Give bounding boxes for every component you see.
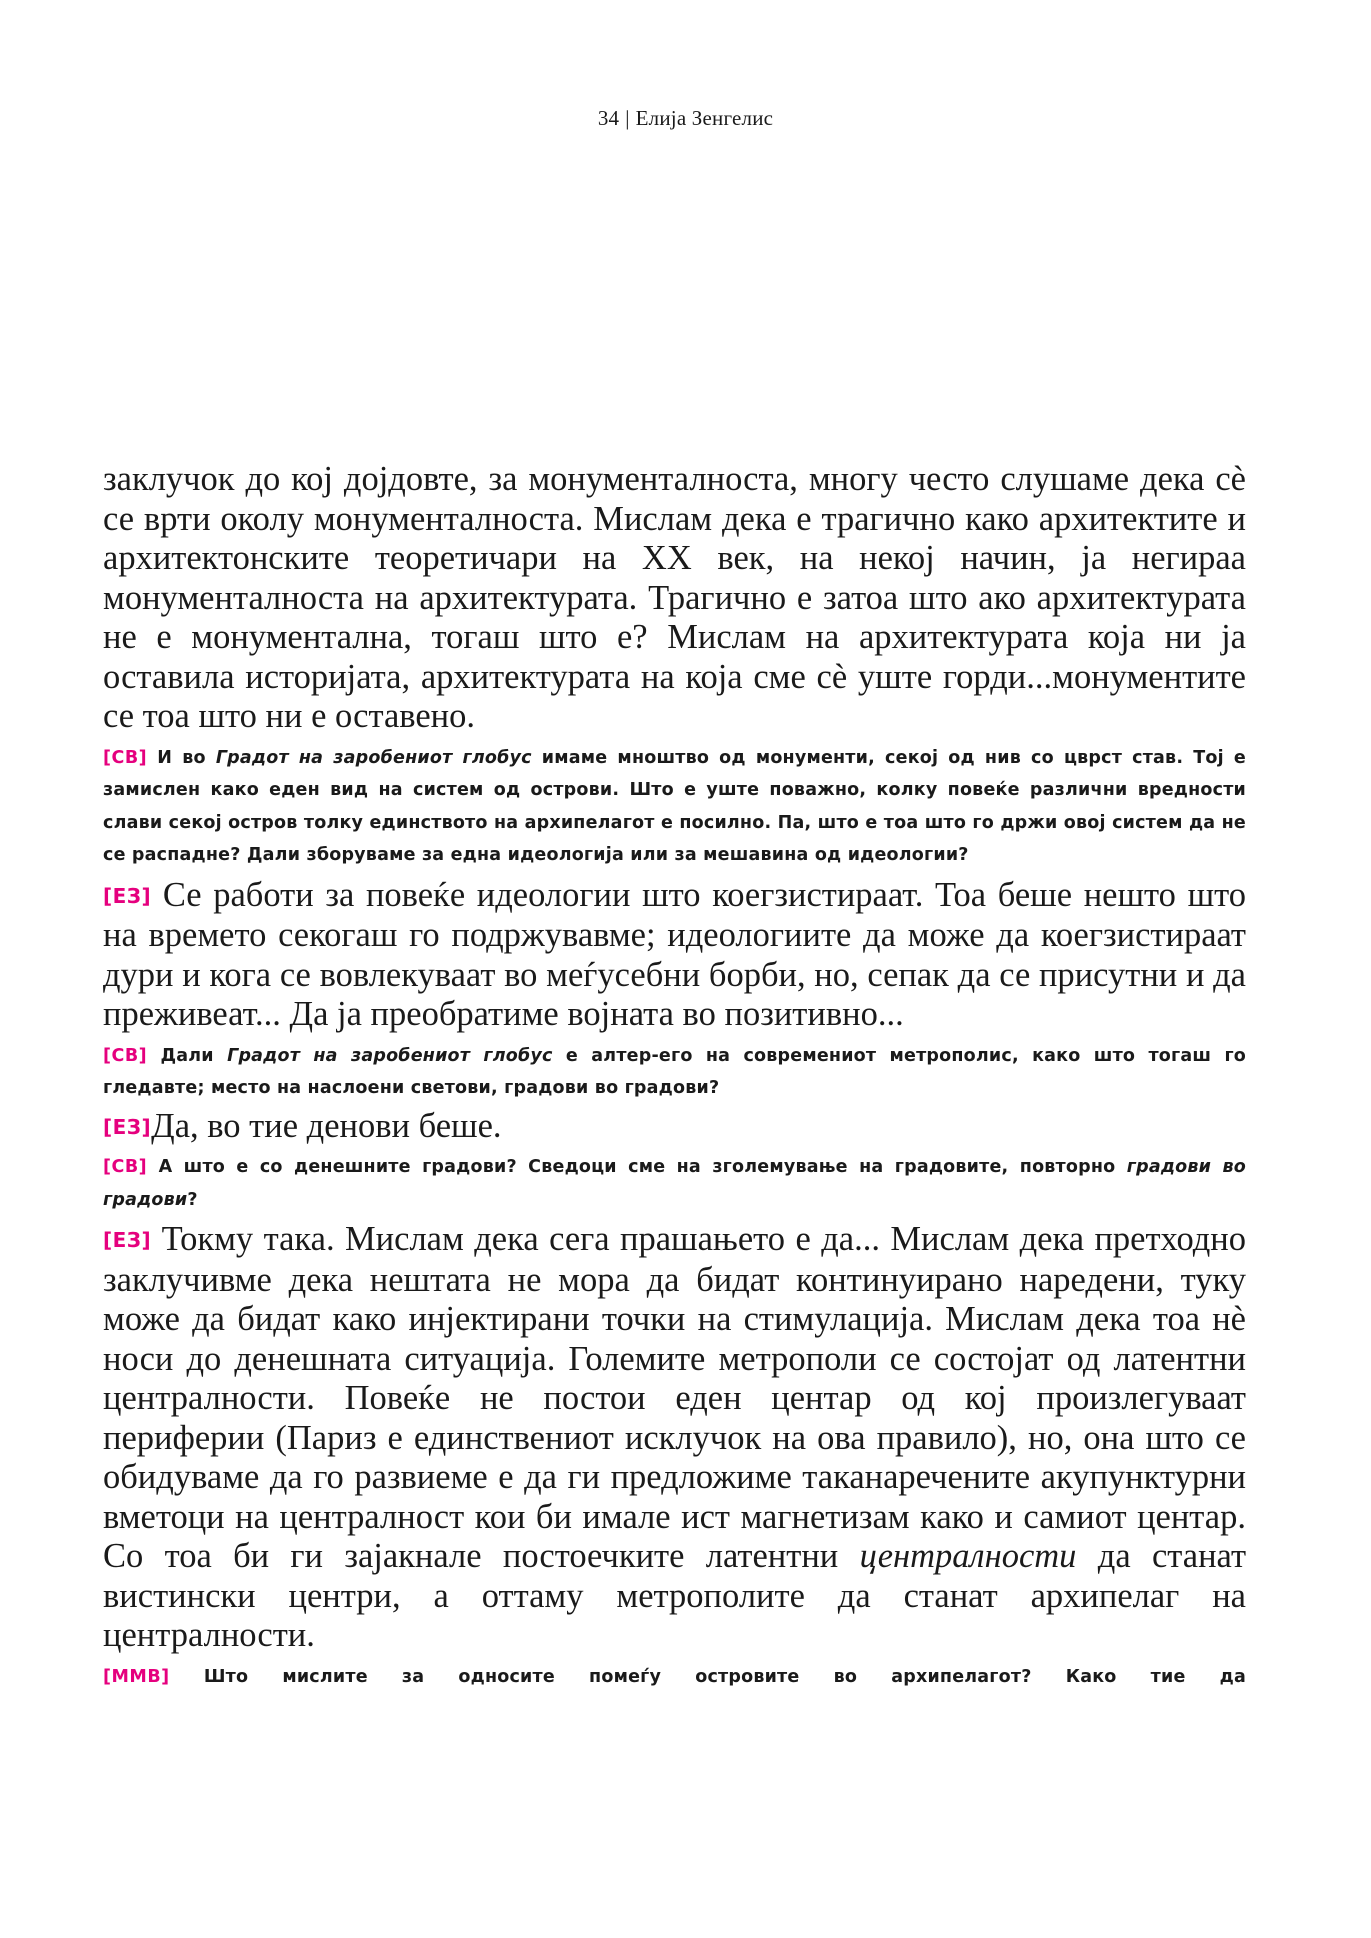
answer-paragraph — [103, 1220, 1246, 1656]
question-paragraph — [103, 1661, 1246, 1694]
answer-text: да станат вистински центри, а оттаму метрополите да станат архипелаг на централности. — [103, 1537, 1247, 1654]
answer-paragraph — [103, 876, 1246, 1035]
speaker-tag-ez: [ЕЗ] — [103, 883, 152, 908]
question-paragraph — [103, 742, 1246, 872]
question-text: е алтер-его на современиот метрополис, како што тогаш го гледавте; место на наслоени светови, градови во градови? — [103, 1045, 1247, 1098]
answer-text: Токму така. Мислам дека сега прашањето е да... Мислам дека претходно заклучивме дека нештата не мора да бидат континуирано наредени, туку може да бидат како инјектирани точки на стимулација. Мислам дека тоа нè носи до денешната ситуација. Големите метрополи се состојат од латентни централности. Повеќе не постои еден центар од кој произлегуваат периферии (Париз е единствениот исклучок на ова правило), но, она што се обидуваме да го развиеме е да ги предложиме таканаречените акупунктурни вметоци на централност кои би имале ист магнетизам како и самиот центар. Со тоа би ги зајакнале постоечките латентни — [103, 1220, 1247, 1575]
emphasis-text: централности — [859, 1537, 1077, 1575]
question-text: Дали — [160, 1045, 214, 1066]
answer-text: заклучок до кој дојдовте, за монументалноста, многу често слушаме дека сè се врти околу монументалноста. Мислам дека е трагично како архитектите и архитектонските теоретичари на XX век, на некој начин, ја негираа монументалноста на архитектурата. Трагично е затоа што ако архитектурата не е монументална, тогаш што е? Мислам на архитектурата која ни ја оставила историјата, архитектурата на која сме сè уште горди...монументите се тоа што ни е оставено. — [103, 460, 1246, 735]
running-header — [0, 106, 1371, 131]
answer-paragraph — [103, 1107, 1246, 1148]
answer-paragraph — [103, 460, 1246, 737]
question-text: ? — [187, 1189, 198, 1210]
speaker-tag-mmv: [ММВ] — [103, 1666, 170, 1687]
speaker-tag-sv: [СВ] — [103, 1157, 148, 1177]
speaker-tag-sv: [СВ] — [103, 1045, 148, 1066]
answer-text: Се работи за повеќе идеологии што коегзистираат. Тоа беше нешто што на времето секогаш го подржувавме; идеологиите да може да коегзистираат дури и кога се вовлекуваат во меѓусебни борби, но, сепак да се присутни и да преживеат... Да ја преобратиме војната во позитивно... — [103, 875, 1247, 1033]
question-text: А што е со денешните градови? Сведоци сме на зголемување на градовите, повторно — [158, 1157, 1116, 1177]
body-text — [103, 460, 1246, 1693]
author-name: Елија Зенгелис — [635, 106, 774, 130]
book-title: Градот на заробениот глобус — [227, 1045, 553, 1066]
speaker-tag-ez: [ЕЗ] — [103, 1114, 152, 1139]
speaker-tag-sv: [СВ] — [103, 747, 148, 768]
speaker-tag-ez: [ЕЗ] — [103, 1228, 152, 1252]
page-number: 34 — [597, 106, 620, 130]
answer-text: Да, во тие денови беше. — [151, 1106, 502, 1145]
question-text: Што мислите за односите помеѓу островите во архипелагот? Како тие да — [203, 1666, 1246, 1687]
emphasis-text: градови во градови — [103, 1157, 1246, 1210]
question-text: И во — [157, 747, 206, 768]
book-title: Градот на заробениот глобус — [215, 747, 532, 768]
question-text: имаме мноштво од монументи, секој од нив со цврст став. Тој е замислен како еден вид на систем од острови. Што е уште поважно, колку повеќе различни вредности слави секој остров толку единството на архипелагот е посилно. Па, што е тоа што го држи овој систем да не се распадне? Дали зборуваме за една идеологија или за мешавина од идеологии? — [103, 747, 1246, 865]
question-paragraph — [103, 1151, 1246, 1216]
question-paragraph — [103, 1040, 1246, 1105]
header-separator: | — [625, 106, 630, 130]
